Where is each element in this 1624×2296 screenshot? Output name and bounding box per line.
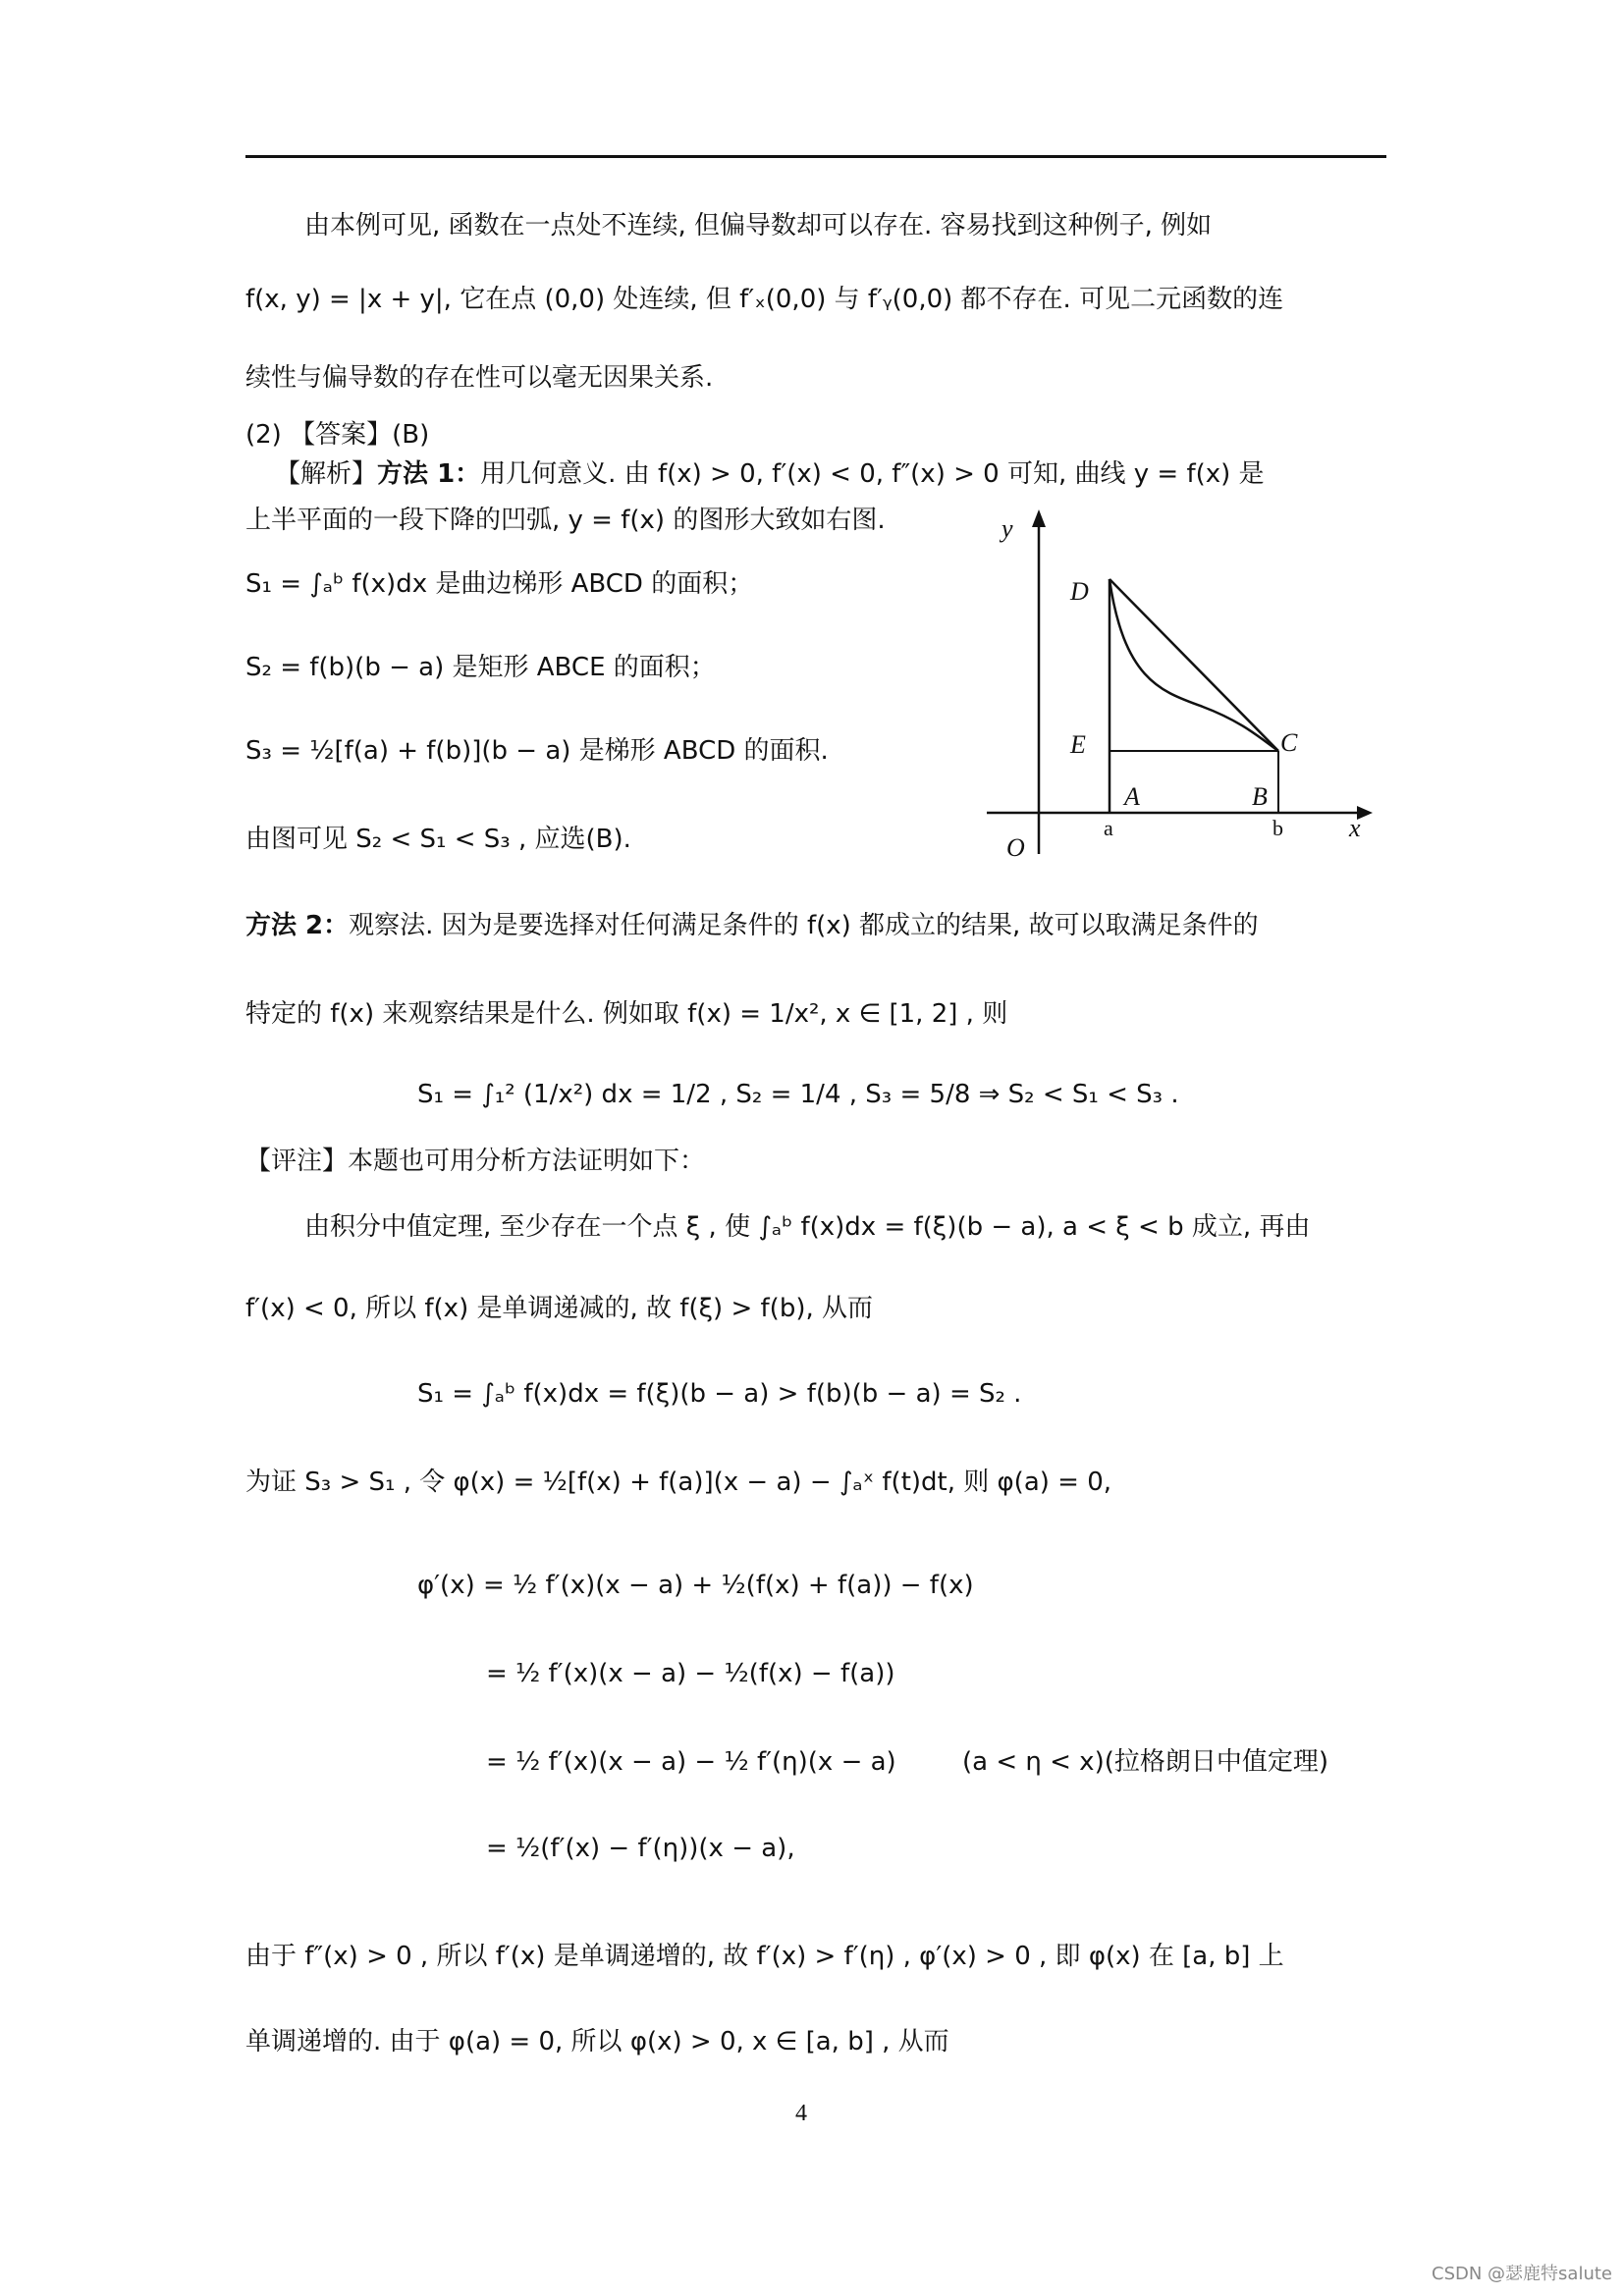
conclusion-line: 由图可见 S₂ < S₁ < S₃ , 应选(B). [245,825,631,854]
analysis-tag: 【解析】 [275,459,378,489]
derivation-3-note: (a < η < x)(拉格朗日中值定理) [962,1747,1329,1777]
s1-line: S₁ = ∫ₐᵇ f(x)dx 是曲边梯形 ABCD 的面积； [245,569,754,599]
paragraph-3: 续性与偏导数的存在性可以毫无因果关系. [245,363,714,393]
s3-line: S₃ = ½[f(a) + f(b)](b − a) 是梯形 ABCD 的面积. [245,736,829,766]
answer-line: (2) 【答案】(B) [245,420,430,450]
label-d: D [1070,577,1089,606]
label-y: y [1001,514,1013,543]
header-rule [245,155,1386,158]
derivation-3: = ½ f′(x)(x − a) − ½ f′(η)(x − a) [486,1747,896,1777]
method-1-line [275,459,1265,490]
mvt-line-1: 由积分中值定理, 至少存在一个点 ξ , 使 ∫ₐᵇ f(x)dx = f(ξ)(b − a), a < ξ < b 成立, 再由 [304,1212,1311,1242]
page-number: 4 [795,2101,807,2126]
label-a: A [1124,782,1140,811]
derivation-4: = ½(f′(x) − f′(η))(x − a), [486,1834,795,1863]
phi-definition: 为证 S₃ > S₁ , 令 φ(x) = ½[f(x) + f(a)](x − a) − ∫ₐˣ f(t)dt, 则 φ(a) = 0, [245,1468,1112,1497]
label-x: x [1349,814,1361,842]
method-2-line [245,911,1259,941]
label-b: B [1252,782,1268,811]
method-2-label: 方法 2： [245,911,350,940]
label-origin: O [1006,833,1025,862]
mvt-formula: S₁ = ∫ₐᵇ f(x)dx = f(ξ)(b − a) > f(b)(b − a) = S₂ . [417,1379,1022,1409]
method-2-text-2: 特定的 f(x) 来观察结果是什么. 例如取 f(x) = 1/x², x ∈ [1, 2] , 则 [245,999,1008,1029]
method-1-text-2: 上半平面的一段下降的凹弧, y = f(x) 的图形大致如右图. [245,506,886,535]
mvt-line-2: f′(x) < 0, 所以 f(x) 是单调递减的, 故 f(ξ) > f(b), 从而 [245,1294,873,1323]
y-axis-arrow [1032,509,1046,527]
ending-line-2: 单调递增的. 由于 φ(a) = 0, 所以 φ(x) > 0, x ∈ [a, b] , 从而 [245,2027,949,2056]
method-2-text: 观察法. 因为是要选择对任何满足条件的 f(x) 都成立的结果, 故可以取满足条件的 [349,911,1259,940]
remark-line: 【评注】本题也可用分析方法证明如下： [245,1147,706,1176]
ending-line-1: 由于 f″(x) > 0 , 所以 f′(x) 是单调递增的, 故 f′(x) > f′(η) , φ′(x) > 0 , 即 φ(x) 在 [a, b] 上 [245,1942,1284,1971]
paragraph-1: 由本例可见, 函数在一点处不连续, 但偏导数却可以存在. 容易找到这种例子, 例如 [304,211,1213,240]
watermark: CSDN @瑟鹿特salute [1432,2264,1612,2284]
method-1-text: 用几何意义. 由 f(x) > 0, f′(x) < 0, f″(x) > 0 可知, 曲线 y = f(x) 是 [480,459,1265,489]
chord-dc [1110,579,1278,751]
method-2-formula: S₁ = ∫₁² (1/x²) dx = 1/2 , S₂ = 1/4 , S₃ = 5/8 ⇒ S₂ < S₁ < S₃ . [417,1080,1179,1109]
tick-a: a [1104,816,1113,840]
curve-figure [972,506,1384,869]
method-1-label: 方法 1： [377,459,481,489]
label-e: E [1070,730,1086,759]
tick-b: b [1272,816,1283,840]
s2-line: S₂ = f(b)(b − a) 是矩形 ABCE 的面积； [245,653,716,682]
derivation-2: = ½ f′(x)(x − a) − ½(f(x) − f(a)) [486,1659,895,1688]
paragraph-2: f(x, y) = |x + y|, 它在点 (0,0) 处连续, 但 f′ₓ(0,0) 与 f′ᵧ(0,0) 都不存在. 可见二元函数的连 [245,285,1284,314]
label-c: C [1280,728,1298,757]
derivation-1: φ′(x) = ½ f′(x)(x − a) + ½(f(x) + f(a)) − f(x) [417,1571,974,1600]
